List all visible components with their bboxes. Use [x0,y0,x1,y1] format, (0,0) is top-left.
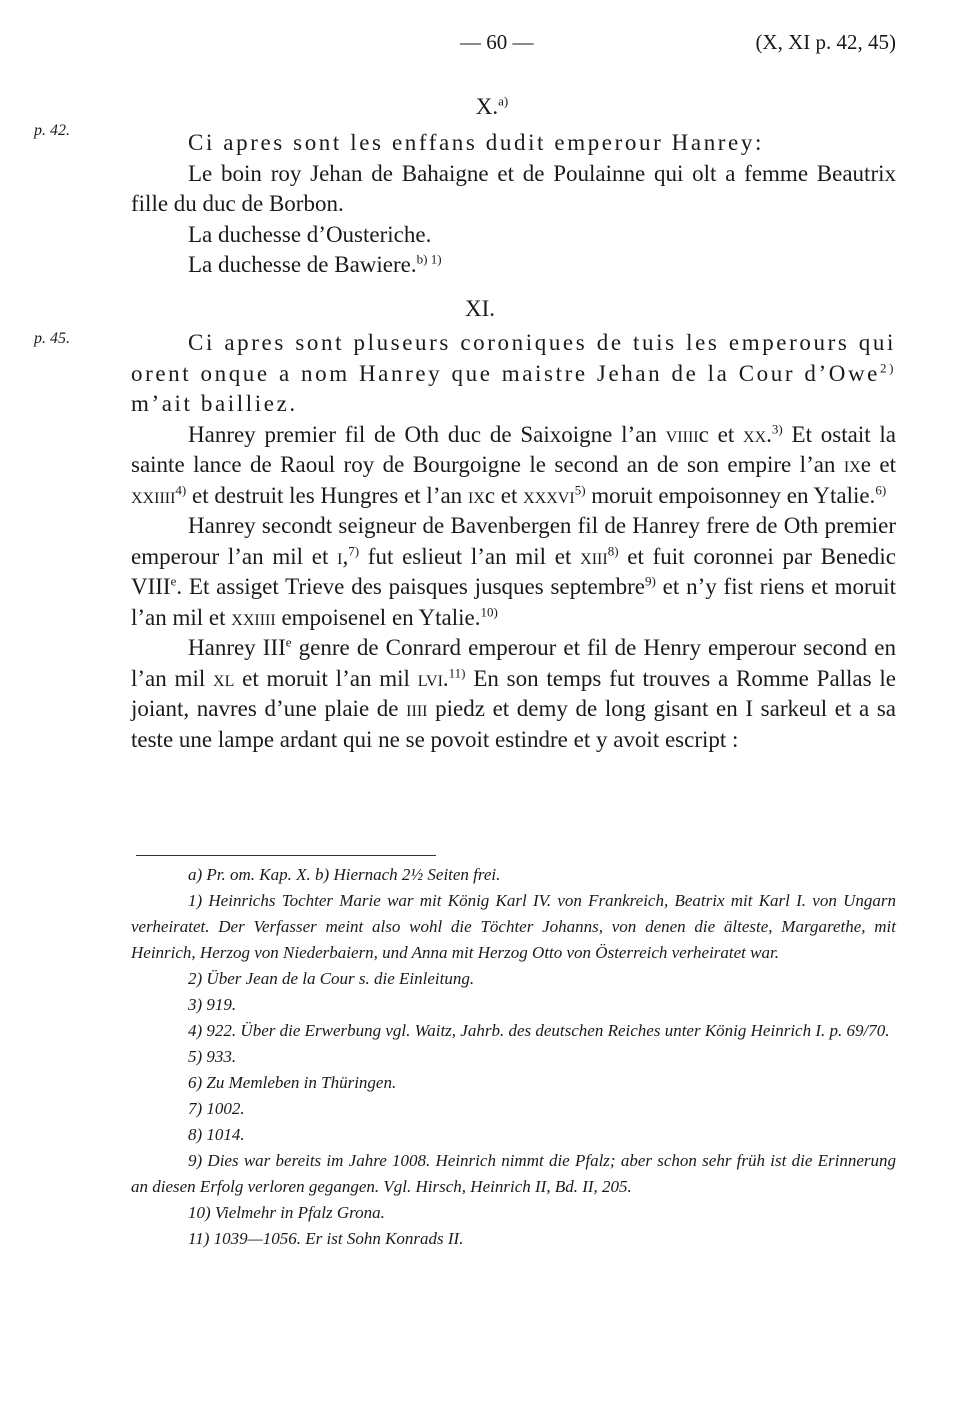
footnote-marker: a) [498,93,509,109]
section-xi-intro: Ci apres sont pluseurs coroniques de tuis les emperours qui orent onque a nom Hanrey que maistre Jehan de la Cour d’Owe$^{2)}$ m’ait bailliez. [131,330,896,416]
footnote-marker: 2) [879,359,896,375]
footnote-2: 2) Über Jean de la Cour s. die Einleitung. [188,969,475,988]
margin-note-p42: p. 42. [34,122,70,139]
section-x-line: La duchesse d’Ousteriche. [188,221,432,247]
footnote-9: 9) Dies war bereits im Jahre 1008. Heinrich nimmt die Pfalz; aber schon sehr früh ist die Erinnerung an diesen Erfolg verloren gegangen. Vgl. Hirsch, Heinrich II, Bd. II, 205. [131,1151,896,1196]
footnote-6: 6) Zu Memleben in Thüringen. [188,1073,397,1092]
footnote-marker: b) 1) [416,251,442,267]
footnote-marker: 9) [645,573,656,589]
footnote-11: 11) 1039—1056. Er ist Sohn Konrads II. [188,1229,464,1248]
section-x-line: Ci apres sont les enffans dudit emperour Hanrey: [188,130,764,155]
footnote-1: 1) Heinrichs Tochter Marie war mit König Karl IV. von Frankreich, Beatrix mit Karl I. von Ungarn verheiratet. Der Verfasser meint also wohl die Töchter Johanns, von denen die älteste, Margarethe, mit Heinrich, Herzog von Niederbaiern, und Anna mit Herzog Otto von Österreich verheiratet war. [131,891,896,962]
footnote-8: 8) 1014. [188,1125,245,1144]
footnote-marker: 5) [574,481,586,497]
margin-note-p45: p. 45. [34,330,70,347]
page-number: — 60 — [460,30,534,54]
footnotes [131,862,896,1252]
footnote-5: 5) 933. [188,1047,237,1066]
footnote-ab: a) Pr. om. Kap. X. b) Hiernach 2½ Seiten frei. [188,865,501,884]
section-x-heading: X.$^{a)}$ [475,93,509,119]
footnote-marker: 11) [448,664,466,680]
footnote-divider [136,855,436,856]
footnote-marker: 3) [771,420,783,436]
page-reference: (X, XI p. 42, 45) [755,30,896,54]
footnote-marker: 10) [480,603,498,619]
footnote-3: 3) 919. [188,995,237,1014]
footnote-marker: 4) [175,481,187,497]
footnote-marker: 6) [875,481,887,497]
footnote-marker: 7) [348,542,360,558]
section-xi-paragraph-1: Hanrey premier fil de Oth duc de Saixoigne l’an viiiic et xx.$^{3)}$ Et ostait la sainte lance de Raoul roy de Bourgoigne le second an de son empire l’an ixe et xxiiii$^{4)}$ et destruit les Hungres et l’an ixc et xxxvi$^{5)}$ moruit empoisonney en Ytalie.$^{6)}$ [131,420,897,508]
section-x-text [131,128,896,281]
section-xi-paragraph-3: Hanrey IIIe genre de Conrard emperour et fil de Henry emperour second en l’an mil xl et moruit l’an mil lvi.$^{11)}$ En son temps fut trouves a Romme Pallas le joiant, navres d’une plaie de iiii piedz et demy de long gisant en I sarkeul et a sa teste une lampe ardant qui ne se povoit estindre et y avoit escript : [131,634,896,752]
section-xi-paragraph-2: Hanrey secondt seigneur de Bavenbergen fil de Hanrey frere de Oth premier emperour l’an mil et i,$^{7)}$ fut eslieut l’an mil et xiii$^{8)}$ et fuit coronnei par Benedic VIIIe. Et assiget Trieve des paisques jusques septembre$^{9)}$ et n’y fist riens et moruit l’an mil et xxiiii empoisenel en Ytalie.$^{10)}$ [131,513,896,630]
section-xi-text [131,328,896,755]
section-x-line: Le boin roy Jehan de Bahaigne et de Poulainne qui olt a femme Beautrix fille du duc de Borbon. [131,160,896,216]
section-xi-heading: XI. [464,296,496,321]
footnote-10: 10) Vielmehr in Pfalz Grona. [188,1203,385,1222]
footnote-7: 7) 1002. [188,1099,245,1118]
footnote-4: 4) 922. Über die Erwerbung vgl. Waitz, Jahrb. des deutschen Reiches unter König Heinrich I. p. 69/70. [188,1021,890,1040]
section-x-line: La duchesse de Bawiere.$^{b) 1)}$ [188,251,442,277]
footnote-marker: 8) [607,542,619,558]
